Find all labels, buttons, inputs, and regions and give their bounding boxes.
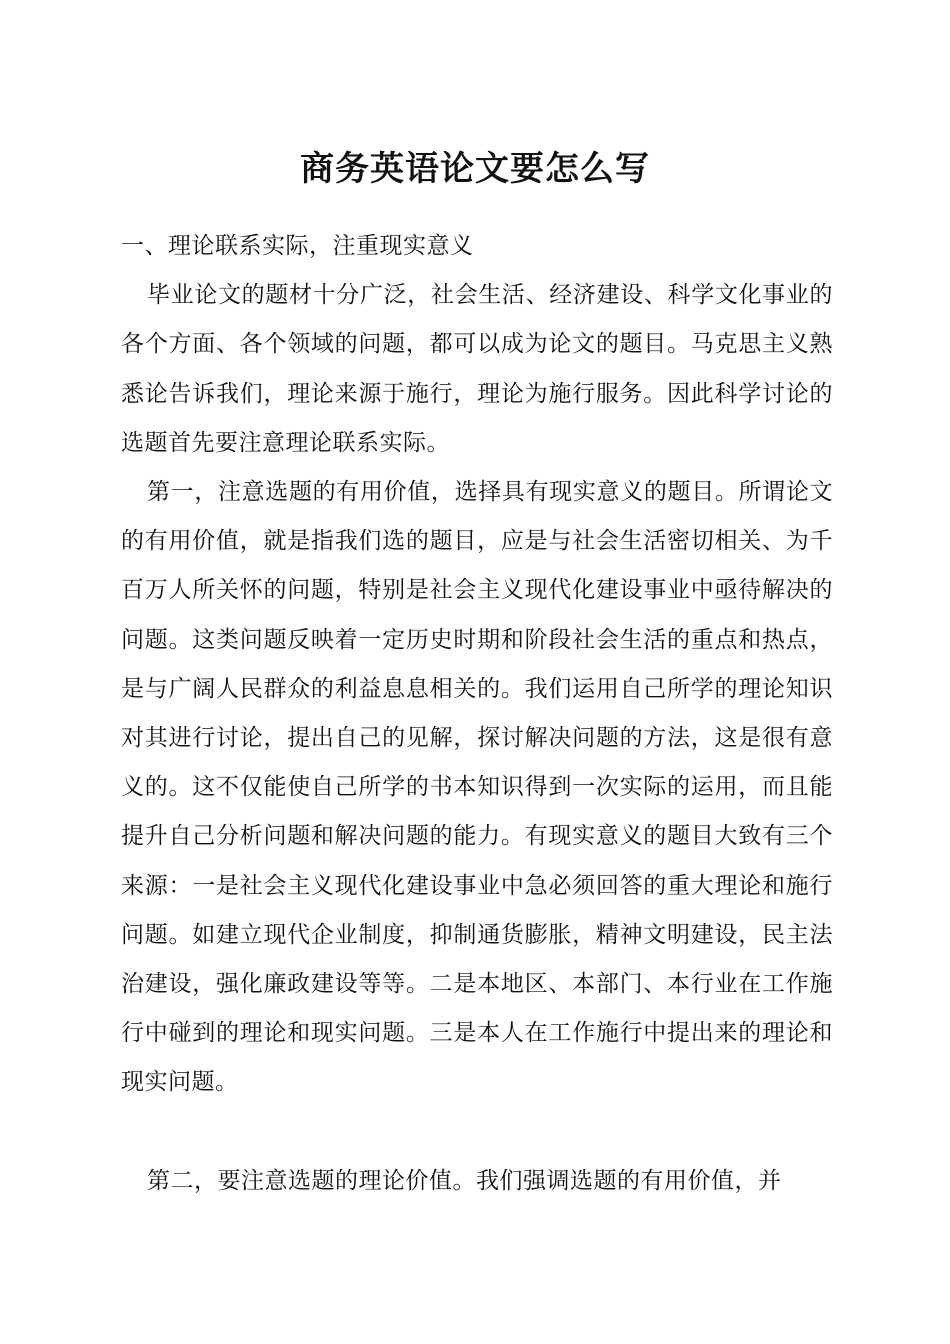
section-heading: 一、理论联系实际，注重现实意义 [121, 233, 474, 259]
paragraph-gap [121, 1108, 833, 1157]
paragraph: 毕业论文的题材十分广泛，社会生活、经济建设、科学文化事业的各个方面、各个领域的问题，都可以成为论文的题目。马克思主义熟悉论告诉我们，理论来源于施行，理论为施行服务。因此科学讨论的选题首先要注意理论联系实际。 [121, 282, 833, 456]
document-body [121, 222, 833, 1206]
document-title: 商务英语论文要怎么写 [300, 149, 650, 189]
paragraph: 第二，要注意选题的理论价值。我们强调选题的有用价值，并 [147, 1167, 782, 1194]
paragraph: 第一，注意选题的有用价值，选择具有现实意义的题目。所谓论文的有用价值，就是指我们选的题目，应是与社会生活密切相关、为千百万人所关怀的问题，特别是社会主义现代化建设事业中亟待解决的问题。这类问题反映着一定历史时期和阶段社会生活的重点和热点，是与广阔人民群众的利益息息相关的。我们运用自己所学的理论知识对其进行讨论，提出自己的见解，探讨解决问题的方法，这是很有意义的。这不仅能使自己所学的书本知识得到一次实际的运用，而且能提升自己分析问题和解决问题的能力。有现实意义的题目大致有三个来源：一是社会主义现代化建设事业中急必须回答的重大理论和施行问题。如建立现代企业制度，抑制通货膨胀，精神文明建设，民主法治建设，强化廉政建设等等。二是本地区、本部门、本行业在工作施行中碰到的理论和现实问题。三是本人在工作施行中提出来的理论和现实问题。 [121, 479, 833, 1096]
